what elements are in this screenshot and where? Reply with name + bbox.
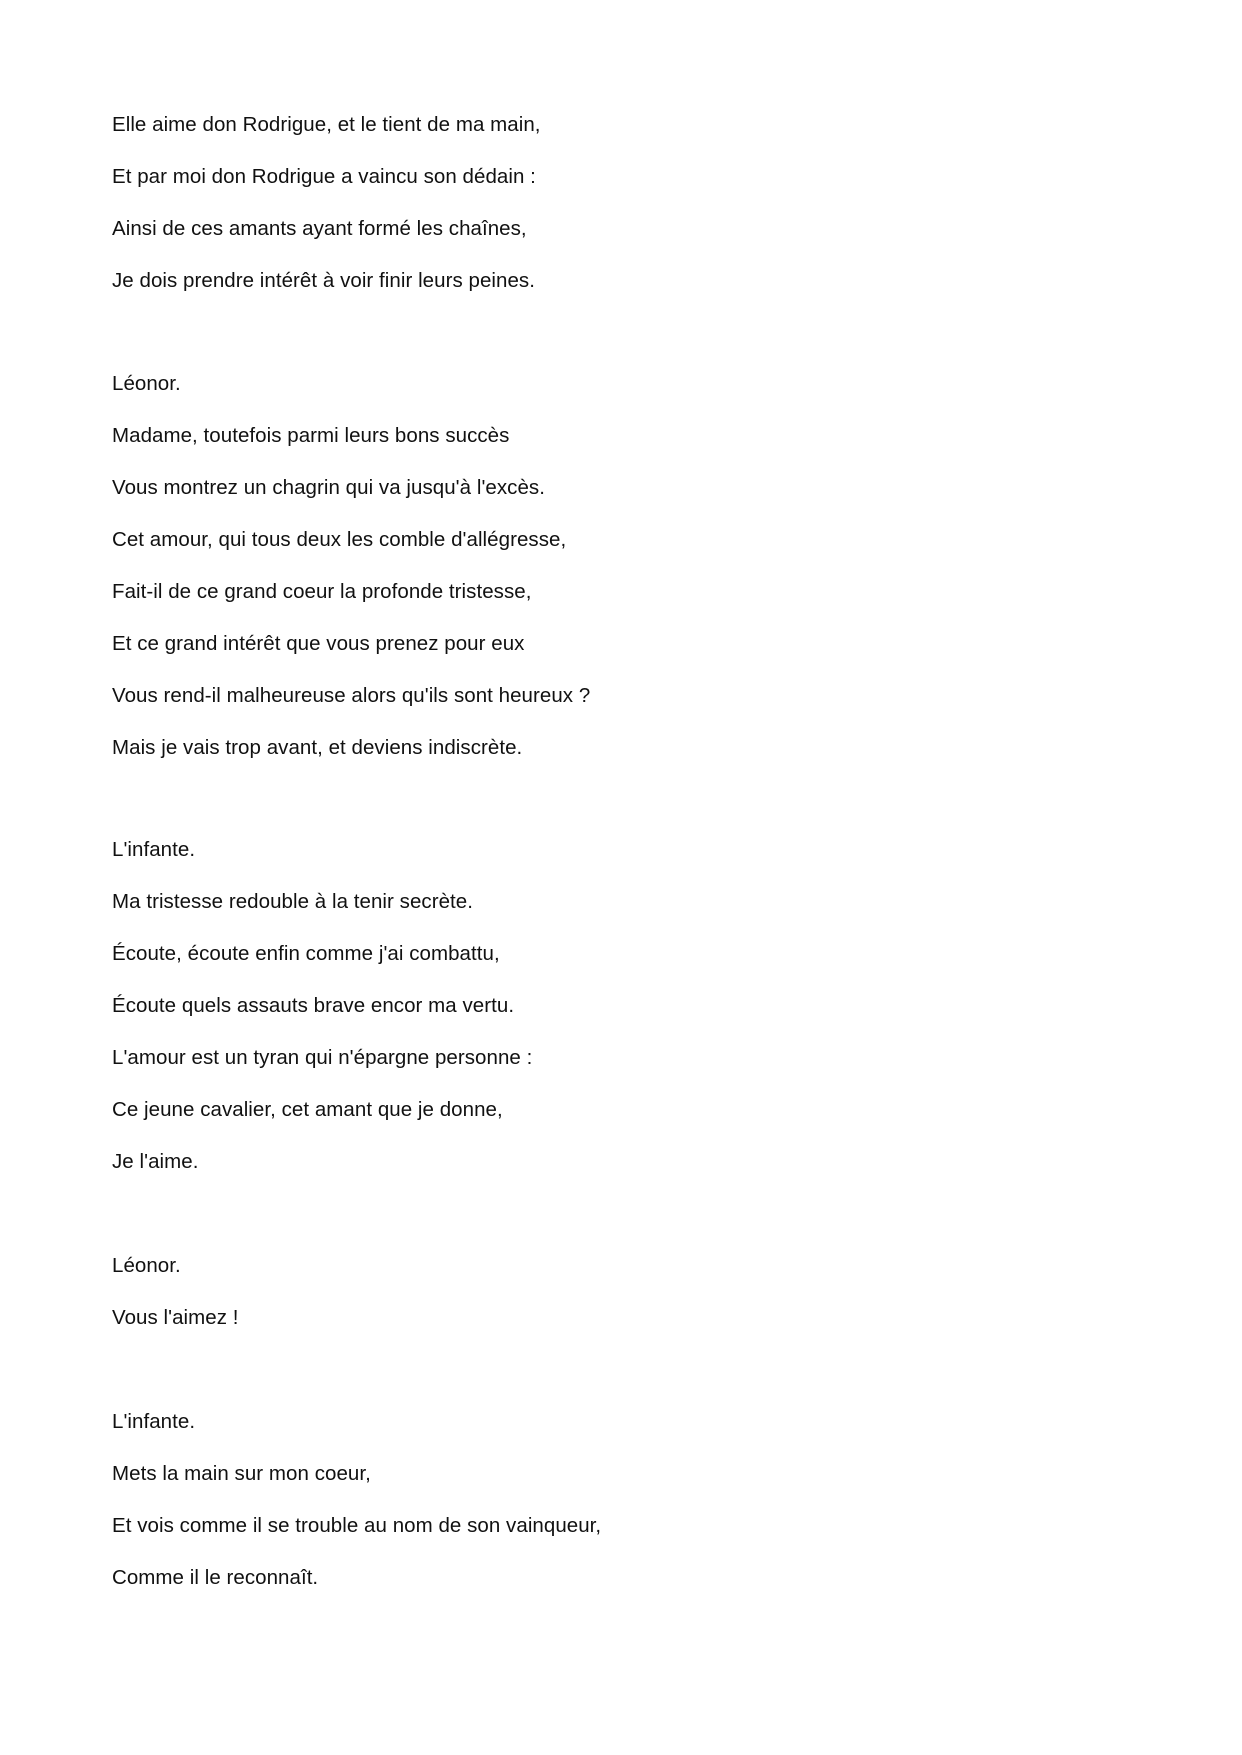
verse-line: Écoute quels assauts brave encor ma vertu. — [112, 994, 515, 1017]
verse-line: Et par moi don Rodrigue a vaincu son dédain : — [112, 165, 536, 188]
verse-line: Écoute, écoute enfin comme j'ai combattu, — [112, 942, 500, 965]
speaker-name: L'infante. — [112, 838, 196, 861]
verse-line: Mets la main sur mon coeur, — [112, 1462, 371, 1485]
verse-line: Madame, toutefois parmi leurs bons succès — [112, 424, 510, 447]
verse-line: Ainsi de ces amants ayant formé les chaînes, — [112, 217, 527, 240]
verse-line: Ce jeune cavalier, cet amant que je donne, — [112, 1098, 503, 1121]
verse-line: Et ce grand intérêt que vous prenez pour eux — [112, 632, 525, 655]
speaker-name: Léonor. — [112, 1254, 181, 1277]
verse-line: Elle aime don Rodrigue, et le tient de ma main, — [112, 113, 541, 136]
verse-line: Fait-il de ce grand coeur la profonde tristesse, — [112, 580, 532, 603]
verse-line: Comme il le reconnaît. — [112, 1566, 319, 1589]
verse-line: Je dois prendre intérêt à voir finir leurs peines. — [112, 269, 535, 292]
verse-line: Mais je vais trop avant, et deviens indiscrète. — [112, 736, 523, 759]
verse-line: Je l'aime. — [112, 1150, 199, 1173]
verse-line: Vous l'aimez ! — [112, 1306, 239, 1329]
verse-line: Ma tristesse redouble à la tenir secrète. — [112, 890, 473, 913]
verse-line: Vous rend-il malheureuse alors qu'ils sont heureux ? — [112, 684, 591, 707]
verse-line: Cet amour, qui tous deux les comble d'allégresse, — [112, 528, 567, 551]
verse-line: Et vois comme il se trouble au nom de son vainqueur, — [112, 1514, 602, 1537]
speaker-name: L'infante. — [112, 1410, 196, 1433]
verse-line: L'amour est un tyran qui n'épargne personne : — [112, 1046, 533, 1069]
verse-line: Vous montrez un chagrin qui va jusqu'à l'excès. — [112, 476, 545, 499]
speaker-name: Léonor. — [112, 372, 181, 395]
